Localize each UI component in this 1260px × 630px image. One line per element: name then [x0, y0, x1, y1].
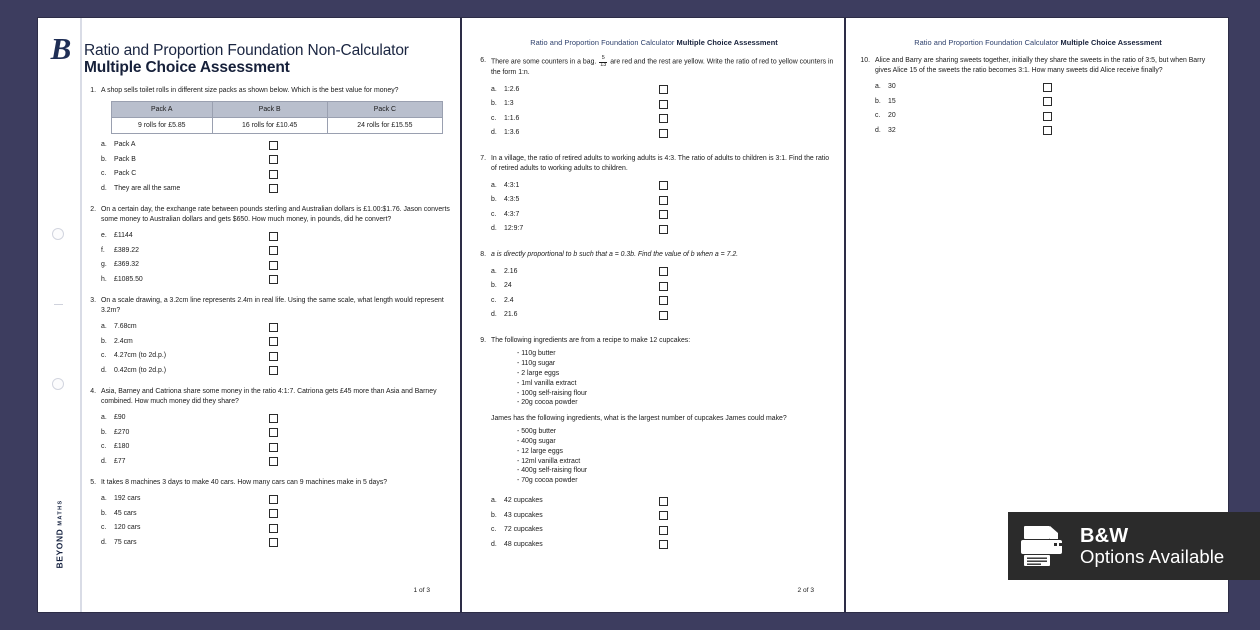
- answer-checkbox[interactable]: [659, 296, 668, 305]
- option-text: 2.4cm: [114, 337, 133, 345]
- option-text: Pack A: [114, 141, 136, 149]
- badge-text: [1080, 526, 1224, 566]
- table-header-cell: Pack B: [212, 102, 327, 118]
- table-header-cell: Pack A: [112, 102, 213, 118]
- answer-checkbox[interactable]: [659, 511, 668, 520]
- answer-option[interactable]: [491, 97, 834, 112]
- option-text: 4:3:7: [504, 210, 520, 218]
- fraction-denominator: 13: [600, 61, 607, 68]
- option-text: £180: [114, 443, 130, 451]
- answer-options: [101, 411, 450, 469]
- beyond-logo-icon: B: [50, 31, 72, 66]
- page-number-footer: 2 of 3: [797, 587, 814, 594]
- answer-checkbox[interactable]: [659, 526, 668, 535]
- option-text: 32: [888, 126, 896, 134]
- option-text: 45 cars: [114, 509, 137, 517]
- answer-checkbox[interactable]: [269, 524, 278, 533]
- answer-checkbox[interactable]: [659, 85, 668, 94]
- question-number: 5.: [90, 479, 96, 487]
- option-text: 20: [888, 112, 896, 120]
- answer-option[interactable]: [491, 82, 834, 97]
- option-letter: b.: [491, 511, 497, 519]
- answer-checkbox[interactable]: [659, 540, 668, 549]
- question-5: [84, 478, 450, 550]
- answer-checkbox[interactable]: [659, 114, 668, 123]
- page-title-line-2: Multiple Choice Assessment: [84, 59, 290, 77]
- option-letter: c.: [101, 443, 107, 451]
- option-letter: d.: [491, 129, 497, 137]
- answer-option[interactable]: [491, 508, 834, 523]
- option-letter: d.: [101, 366, 107, 374]
- answer-option[interactable]: [491, 293, 834, 308]
- answer-options: [491, 82, 834, 140]
- option-text: 15: [888, 97, 896, 105]
- answer-checkbox[interactable]: [269, 414, 278, 423]
- option-letter: d.: [875, 126, 881, 134]
- running-header: [858, 38, 1218, 47]
- option-text: 1:3: [504, 100, 514, 108]
- answer-option[interactable]: [875, 124, 1218, 139]
- answer-checkbox[interactable]: [269, 509, 278, 518]
- answer-options: [491, 178, 834, 236]
- answer-option[interactable]: [875, 80, 1218, 95]
- answer-checkbox[interactable]: [269, 538, 278, 547]
- answer-option[interactable]: [101, 411, 450, 426]
- pack-comparison-table: [111, 101, 443, 134]
- bw-options-badge: [1008, 512, 1260, 580]
- option-letter: b.: [101, 155, 107, 163]
- question-number: 3.: [90, 297, 96, 305]
- answer-option[interactable]: [101, 440, 450, 455]
- answer-checkbox[interactable]: [659, 181, 668, 190]
- document-page-2: [462, 18, 844, 612]
- answer-option[interactable]: [491, 523, 834, 538]
- question-number: 4.: [90, 388, 96, 396]
- hole-punch-icon: [52, 228, 64, 240]
- answer-option[interactable]: [101, 492, 450, 507]
- document-page-1: [38, 18, 460, 612]
- option-text: £1144: [114, 232, 133, 240]
- answer-options: [491, 264, 834, 322]
- answer-option[interactable]: [101, 521, 450, 536]
- option-text: 72 cupcakes: [504, 526, 543, 534]
- question-text: On a certain day, the exchange rate between pounds sterling and Australian dollars is £1.00:$1.76. Jason converts some money to Australian dollars and gets $650. How much money, in pounds, did he convert?: [101, 206, 450, 224]
- answer-option[interactable]: [491, 207, 834, 222]
- question-6: [474, 56, 834, 140]
- table-header-cell: Pack C: [327, 102, 442, 118]
- option-letter: c.: [875, 112, 881, 120]
- answer-checkbox[interactable]: [269, 232, 278, 241]
- option-letter: b.: [101, 337, 107, 345]
- question-number: 2.: [90, 206, 96, 214]
- answer-checkbox[interactable]: [269, 275, 278, 284]
- hole-punch-icon: [52, 378, 64, 390]
- table-cell: 16 rolls for £10.45: [212, 118, 327, 134]
- option-text: £389.22: [114, 246, 139, 254]
- list-item: - 110g sugar: [517, 360, 556, 368]
- option-letter: c.: [491, 114, 497, 122]
- binder-tick-mark: [54, 304, 63, 305]
- page-binding-strip: [38, 18, 82, 612]
- answer-checkbox[interactable]: [269, 170, 278, 179]
- option-text: £1085.50: [114, 275, 143, 283]
- answer-option[interactable]: [101, 138, 450, 153]
- brand-subject: MATHS: [58, 499, 64, 526]
- answer-checkbox[interactable]: [659, 225, 668, 234]
- printer-icon: [1020, 524, 1068, 568]
- answer-option[interactable]: [101, 536, 450, 551]
- option-letter: a.: [101, 323, 107, 331]
- question-9: [474, 336, 834, 552]
- option-text: 192 cars: [114, 495, 141, 503]
- answer-option[interactable]: [101, 182, 450, 197]
- running-header-normal: Ratio and Proportion Foundation Calculator: [530, 38, 677, 47]
- answer-checkbox[interactable]: [659, 129, 668, 138]
- answer-option[interactable]: [875, 95, 1218, 110]
- james-ingredients-list: [517, 427, 834, 486]
- option-letter: d.: [101, 538, 107, 546]
- option-letter: b.: [101, 428, 107, 436]
- running-header-normal: Ratio and Proportion Foundation Calculator: [914, 38, 1061, 47]
- answer-checkbox[interactable]: [269, 323, 278, 332]
- answer-checkbox[interactable]: [269, 352, 278, 361]
- option-letter: d.: [491, 225, 497, 233]
- list-item: - 12 large eggs: [517, 447, 563, 455]
- option-text: £369.32: [114, 261, 139, 269]
- option-letter: d.: [491, 540, 497, 548]
- option-text: 48 cupcakes: [504, 540, 543, 548]
- option-letter: g.: [101, 261, 107, 269]
- answer-option[interactable]: [491, 222, 834, 237]
- option-letter: a.: [101, 414, 107, 422]
- question-10: [858, 56, 1218, 138]
- question-text: a is directly proportional to b such that a = 0.3b. Find the value of b when a = 7.2.: [491, 251, 739, 259]
- option-letter: a.: [491, 181, 497, 189]
- option-letter: d.: [491, 311, 497, 319]
- answer-checkbox[interactable]: [659, 282, 668, 291]
- answer-checkbox[interactable]: [269, 184, 278, 193]
- option-text: 1:1.6: [504, 114, 520, 122]
- option-letter: a.: [491, 267, 497, 275]
- badge-line-1: B&W: [1080, 524, 1129, 547]
- option-text: £270: [114, 428, 130, 436]
- answer-option[interactable]: [101, 364, 450, 379]
- option-letter: d.: [101, 457, 107, 465]
- option-letter: b.: [491, 282, 497, 290]
- question-text: The following ingredients are from a recipe to make 12 cupcakes:: [491, 337, 691, 345]
- answer-option[interactable]: [101, 507, 450, 522]
- option-letter: c.: [101, 170, 107, 178]
- answer-option[interactable]: [491, 537, 834, 552]
- answer-checkbox[interactable]: [269, 457, 278, 466]
- option-text: Pack B: [114, 155, 136, 163]
- option-text: They are all the same: [114, 184, 181, 192]
- answer-option[interactable]: [491, 178, 834, 193]
- brand-name: BEYOND: [55, 528, 65, 569]
- question-text: A shop sells toilet rolls in different size packs as shown below. Which is the best value for money?: [101, 87, 399, 95]
- question-text: It takes 8 machines 3 days to make 40 cars. How many cars can 9 machines make in 5 days?: [101, 479, 388, 487]
- option-letter: e.: [101, 232, 107, 240]
- question-sub-text: James has the following ingredients, what is the largest number of cupcakes James could make?: [491, 415, 787, 423]
- option-letter: b.: [875, 97, 881, 105]
- answer-checkbox[interactable]: [1043, 83, 1052, 92]
- option-letter: a.: [101, 141, 107, 149]
- option-letter: b.: [491, 100, 497, 108]
- page-1-content: [84, 18, 450, 612]
- question-number: 6.: [480, 57, 486, 64]
- list-item: - 12ml vanilla extract: [517, 457, 581, 465]
- option-letter: c.: [491, 526, 497, 534]
- option-text: £90: [114, 414, 126, 422]
- answer-option[interactable]: [101, 244, 450, 259]
- question-number: 9.: [480, 337, 486, 345]
- question-text-after-fraction: are red and the rest are yellow. Write the ratio of red to yellow counters in the form 1:n.: [491, 58, 834, 77]
- option-text: Pack C: [114, 170, 137, 178]
- answer-option[interactable]: [491, 308, 834, 323]
- answer-checkbox[interactable]: [269, 428, 278, 437]
- answer-options: [875, 80, 1218, 138]
- question-number: 7.: [480, 155, 486, 163]
- brand-vertical-label: [44, 474, 76, 594]
- option-text: 4:3:1: [504, 181, 520, 189]
- table-cell: 24 rolls for £15.55: [327, 118, 442, 134]
- question-text-before-fraction: There are some counters in a bag.: [491, 58, 597, 66]
- answer-option[interactable]: [875, 109, 1218, 124]
- option-text: 21.6: [504, 311, 518, 319]
- option-letter: c.: [101, 352, 107, 360]
- recipe-ingredients-list: [517, 349, 834, 408]
- answer-checkbox[interactable]: [269, 366, 278, 375]
- option-text: 42 cupcakes: [504, 497, 543, 505]
- list-item: - 400g self-raising flour: [517, 467, 588, 475]
- answer-checkbox[interactable]: [1043, 97, 1052, 106]
- answer-checkbox[interactable]: [269, 155, 278, 164]
- list-item: - 110g butter: [517, 350, 556, 358]
- option-text: 43 cupcakes: [504, 511, 543, 519]
- answer-option[interactable]: [101, 426, 450, 441]
- answer-checkbox[interactable]: [269, 246, 278, 255]
- option-text: 1:3.6: [504, 129, 520, 137]
- option-letter: b.: [491, 196, 497, 204]
- list-item: - 400g sugar: [517, 437, 556, 445]
- option-letter: d.: [101, 184, 107, 192]
- answer-checkbox[interactable]: [1043, 126, 1052, 135]
- question-1: [84, 86, 450, 196]
- fraction-five-thirteenths: [599, 56, 607, 68]
- option-text: 120 cars: [114, 524, 141, 532]
- option-text: 12:9:7: [504, 225, 524, 233]
- option-letter: h.: [101, 275, 107, 283]
- question-text: On a scale drawing, a 3.2cm line represents 2.4m in real life. Using the same scale, what length would represent 3.2m?: [101, 297, 444, 315]
- answer-checkbox[interactable]: [269, 443, 278, 452]
- table-row: [112, 118, 443, 134]
- answer-options: [101, 492, 450, 550]
- option-letter: b.: [101, 509, 107, 517]
- option-text: 1:2.6: [504, 85, 520, 93]
- answer-checkbox[interactable]: [659, 100, 668, 109]
- badge-line-2: Options Available: [1080, 545, 1225, 567]
- question-number: 10.: [860, 57, 870, 64]
- answer-option[interactable]: [101, 273, 450, 288]
- answer-option[interactable]: [101, 167, 450, 182]
- question-7: [474, 154, 834, 236]
- answer-options: [101, 229, 450, 287]
- option-text: £77: [114, 457, 126, 465]
- table-cell: 9 rolls for £5.85: [112, 118, 213, 134]
- answer-checkbox[interactable]: [659, 267, 668, 276]
- running-header: [474, 38, 834, 47]
- answer-option[interactable]: [101, 153, 450, 168]
- option-text: 24: [504, 282, 512, 290]
- answer-option[interactable]: [101, 335, 450, 350]
- answer-checkbox[interactable]: [269, 261, 278, 270]
- answer-option[interactable]: [491, 111, 834, 126]
- question-3: [84, 296, 450, 378]
- option-text: 7.68cm: [114, 323, 137, 331]
- option-text: 75 cars: [114, 538, 137, 546]
- question-8: [474, 250, 834, 322]
- option-text: 0.42cm (to 2d.p.): [114, 366, 167, 374]
- answer-checkbox[interactable]: [269, 141, 278, 150]
- question-number: 1.: [90, 87, 96, 95]
- option-text: 4.27cm (to 2d.p.): [114, 352, 167, 360]
- list-item: - 2 large eggs: [517, 369, 560, 377]
- page-number-footer: 1 of 3: [413, 587, 430, 594]
- answer-checkbox[interactable]: [659, 311, 668, 320]
- option-text: 2.16: [504, 267, 518, 275]
- answer-option[interactable]: [491, 494, 834, 509]
- answer-checkbox[interactable]: [659, 196, 668, 205]
- answer-option[interactable]: [101, 258, 450, 273]
- option-text: 30: [888, 83, 896, 91]
- option-letter: a.: [491, 497, 497, 505]
- question-2: [84, 205, 450, 287]
- question-text: Alice and Barry are sharing sweets together, initially they share the sweets in the ratio of 3:5, but when Barry gives Alice 15 of the sweets the ratio becomes 3:1. How many sweets did Alice receive finally?: [875, 57, 1206, 74]
- answer-checkbox[interactable]: [659, 497, 668, 506]
- option-letter: c.: [491, 210, 497, 218]
- answer-option[interactable]: [491, 193, 834, 208]
- list-item: - 100g self-raising flour: [517, 389, 588, 397]
- answer-checkbox[interactable]: [1043, 112, 1052, 121]
- page-2-content: [474, 18, 834, 612]
- answer-option[interactable]: [101, 320, 450, 335]
- option-text: 4:3:5: [504, 196, 520, 204]
- list-item: - 500g butter: [517, 428, 557, 436]
- list-item: - 70g cocoa powder: [517, 477, 578, 485]
- option-letter: c.: [491, 296, 497, 304]
- question-number: 8.: [480, 251, 486, 259]
- page-title-line-1: Ratio and Proportion Foundation Non-Calculator: [84, 42, 409, 59]
- list-item: - 1ml vanilla extract: [517, 379, 577, 387]
- option-letter: a.: [875, 83, 881, 91]
- option-letter: a.: [101, 495, 107, 503]
- answer-options: [491, 494, 834, 552]
- answer-checkbox[interactable]: [659, 210, 668, 219]
- list-item: - 20g cocoa powder: [517, 399, 578, 407]
- question-text: In a village, the ratio of retired adults to working adults is 4:3. The ratio of adults to children is 3:1. Find the ratio of retired adults to working adults to children.: [491, 155, 830, 173]
- answer-option[interactable]: [491, 264, 834, 279]
- question-4: [84, 387, 450, 469]
- option-letter: f.: [101, 246, 105, 254]
- table-header-row: [112, 102, 443, 118]
- answer-options: [101, 138, 450, 196]
- answer-option[interactable]: [491, 279, 834, 294]
- answer-option[interactable]: [101, 229, 450, 244]
- answer-option[interactable]: [491, 126, 834, 141]
- fraction-numerator: 5: [599, 56, 607, 63]
- answer-options: [101, 320, 450, 378]
- option-letter: c.: [101, 524, 107, 532]
- question-text: Asia, Barney and Catriona share some money in the ratio 4:1:7. Catriona gets £45 more than Asia and Barney combined. How much money did they share?: [101, 388, 437, 406]
- option-letter: a.: [491, 85, 497, 93]
- running-header-bold: Multiple Choice Assessment: [676, 38, 778, 47]
- answer-checkbox[interactable]: [269, 495, 278, 504]
- option-text: 2.4: [504, 296, 514, 304]
- answer-option[interactable]: [101, 455, 450, 470]
- answer-option[interactable]: [101, 349, 450, 364]
- answer-checkbox[interactable]: [269, 337, 278, 346]
- running-header-bold: Multiple Choice Assessment: [1060, 38, 1162, 47]
